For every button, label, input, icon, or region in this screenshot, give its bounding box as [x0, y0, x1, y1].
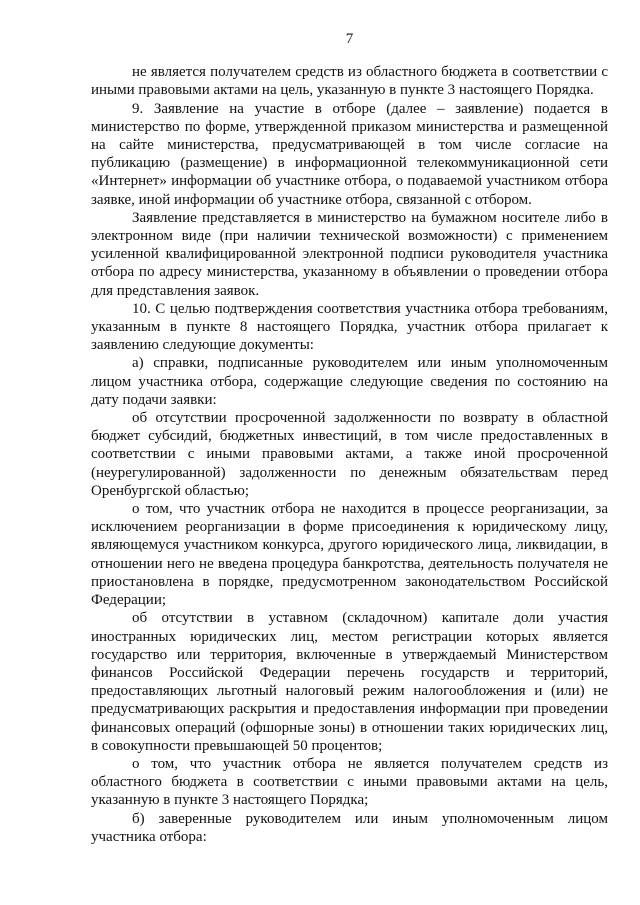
paragraph-subitem-a: а) справки, подписанные руководителем или иным уполномоченным лицом участника отбора, содержащие следующие сведения по состоянию на дату подачи заявки: [91, 355, 608, 408]
document-page [91, 30, 608, 846]
paragraph-item-10: 10. С целью подтверждения соответствия участника отбора требованиям, указанным в пункте 8 настоящего Порядка, участник отбора прилагает к заявлению следующие документы: [91, 300, 608, 354]
paragraph-no-reorganization: о том, что участник отбора не находится в процессе реорганизации, за исключением реорганизации в форме присоединения к юридическому лицу, являющемуся участником конкурса, другого юридического лица, ликвидации, в отношении него не введена процедура банкротства, деятельность получателя не приостановлена в порядке, предусмотренном законодательством Российской Федерации; [91, 501, 608, 609]
paragraph-no-foreign-share: об отсутствии в уставном (складочном) капитале доли участия иностранных юридических лиц, местом регистрации которых является государство или территория, включенные в утверждаемый Министерством финансов Российской Федерации перечень государств и территорий, предоставляющих льготный налоговый режим налогообложения и (или) не предусматривающих раскрытия и предоставления информации при проведении финансовых операций (офшорные зоны) в отношении таких юридических лиц, в совокупности превышающей 50 процентов; [91, 610, 608, 754]
page-number: 7 [345, 31, 354, 47]
paragraph-no-debt: об отсутствии просроченной задолженности по возврату в областной бюджет субсидий, бюджетных инвестиций, в том числе предоставленных в соответствии с иными правовыми актами, а также иной просроченной (неурегулированной) задолженности по денежным обязательствам перед Оренбургской областью; [91, 410, 608, 499]
paragraph-subitem-b: б) заверенные руководителем или иным уполномоченным лицом участника отбора: [91, 810, 608, 845]
paragraph-submission: Заявление представляется в министерство на бумажном носителе либо в электронном виде (при наличии технической возможности) с применением усиленной квалифицированной электронной подписи руководителя участника отбора по адресу министерства, указанному в объявлении о проведении отбора для представления заявок. [91, 209, 608, 299]
paragraph-continuation: не является получателем средств из областного бюджета в соответствии с иными правовыми актами на цель, указанную в пункте 3 настоящего Порядка. [91, 64, 608, 99]
paragraph-not-recipient: о том, что участник отбора не является получателем средств из областного бюджета в соответствии с иными правовыми актами на цель, указанную в пункте 3 настоящего Порядка; [91, 755, 608, 809]
paragraph-item-9: 9. Заявление на участие в отборе (далее – заявление) подается в министерство по форме, утвержденной приказом министерства и размещенной на сайте министерства, предусматривающей в том числе согласие на публикацию (размещение) в информационной телекоммуникационной сети «Интернет» информации об участнике отбора, о подаваемой участником отбора заявке, иной информации об участнике отбора, связанной с отбором. [91, 100, 608, 208]
